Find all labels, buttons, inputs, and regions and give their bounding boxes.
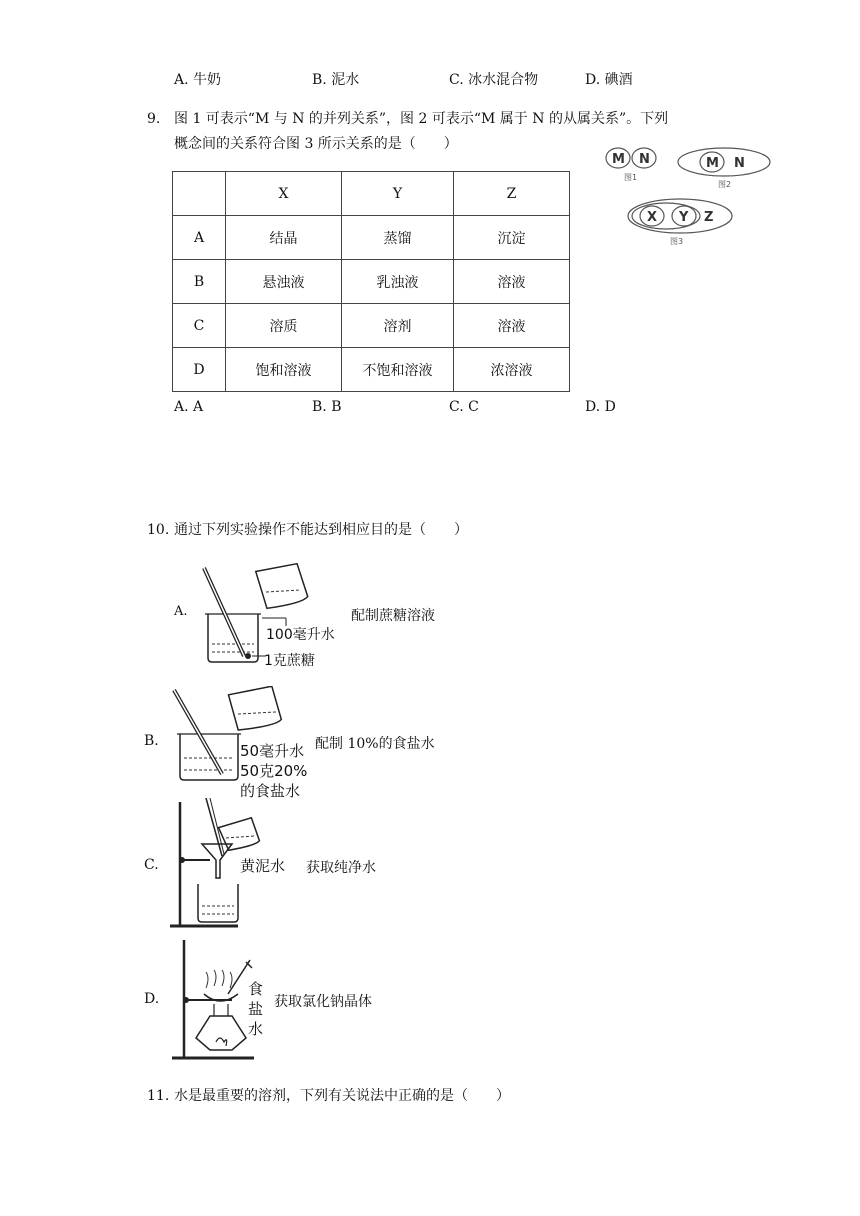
q10-option-b-purpose: 配制 10%的食盐水 xyxy=(315,736,435,752)
table-cell: 饱和溶液 xyxy=(226,348,342,392)
q9-text-line2: 概念间的关系符合图 3 所示关系的是（ ） xyxy=(174,136,458,152)
table-cell: A xyxy=(173,216,226,260)
q9-text-line1: 图 1 可表示“M 与 N 的并列关系”，图 2 可表示“M 属于 N 的从属关系”。下列 xyxy=(174,111,669,127)
table-cell: C xyxy=(173,304,226,348)
q10-text: 通过下列实验操作不能达到相应目的是（ ） xyxy=(174,522,468,538)
fig2-m: M xyxy=(706,156,719,171)
table-row xyxy=(173,304,570,348)
table-cell: 浓溶液 xyxy=(454,348,570,392)
fig1-caption: 图1 xyxy=(624,173,638,182)
table-cell: 蒸馏 xyxy=(342,216,454,260)
table-cell: D xyxy=(173,348,226,392)
table-cell: 溶剂 xyxy=(342,304,454,348)
q9-figures xyxy=(600,142,780,250)
q10-option-d-purpose: 获取氯化钠晶体 xyxy=(274,994,372,1010)
table-cell: 沉淀 xyxy=(454,216,570,260)
fig1-n: N xyxy=(639,152,650,167)
q10-option-d-letter: D. xyxy=(144,991,160,1007)
table-cell: 结晶 xyxy=(226,216,342,260)
q9-number: 9. xyxy=(147,111,161,127)
table-cell: 乳浊液 xyxy=(342,260,454,304)
label-salt-1: 食 xyxy=(248,980,264,998)
table-header-cell: Z xyxy=(454,172,570,216)
table-header-cell: Y xyxy=(342,172,454,216)
fig1-m: M xyxy=(612,152,625,167)
table-cell: 悬浊液 xyxy=(226,260,342,304)
q8-option-d: D. 碘酒 xyxy=(585,72,633,88)
table-cell: 溶液 xyxy=(454,304,570,348)
fig2-caption: 图2 xyxy=(718,180,732,189)
figure-3 xyxy=(628,199,732,246)
q10-option-c-purpose: 获取纯净水 xyxy=(306,860,376,876)
label-50g-20pct: 50克20% xyxy=(240,762,308,780)
fig3-y: Y xyxy=(679,210,689,225)
table-cell: 溶液 xyxy=(454,260,570,304)
label-1g-sugar: 1克蔗糖 xyxy=(264,653,315,669)
q9-option-b: B. B xyxy=(312,399,342,415)
fig3-x: X xyxy=(647,210,658,225)
q9-option-a: A. A xyxy=(174,399,204,415)
label-salt-2: 盐 xyxy=(248,1000,264,1018)
q8-option-a: A. 牛奶 xyxy=(174,72,222,88)
q8-option-b: B. 泥水 xyxy=(312,72,360,88)
q11-text: 水是最重要的溶剂，下列有关说法中正确的是（ ） xyxy=(174,1088,510,1104)
q10-number: 10. xyxy=(147,522,170,538)
q10-option-a-letter: A. xyxy=(174,604,188,619)
table-header-cell: X xyxy=(226,172,342,216)
q9-option-c: C. C xyxy=(449,399,479,415)
q10-option-c-letter: C. xyxy=(144,857,159,873)
label-salt-3: 水 xyxy=(248,1020,264,1038)
fig3-caption: 图3 xyxy=(670,237,684,246)
table-header-row xyxy=(173,172,570,216)
label-muddy-water: 黄泥水 xyxy=(240,857,286,875)
table-cell: 不饱和溶液 xyxy=(342,348,454,392)
table-cell: B xyxy=(173,260,226,304)
fig2-n: N xyxy=(734,156,745,171)
figure-2 xyxy=(678,148,770,189)
table-header-cell xyxy=(173,172,226,216)
table-row xyxy=(173,348,570,392)
figure-1 xyxy=(606,148,656,182)
table-row xyxy=(173,260,570,304)
q10-option-b-letter: B. xyxy=(144,733,159,749)
fig3-z: Z xyxy=(704,210,714,225)
label-100ml-water: 100毫升水 xyxy=(266,627,335,643)
q8-option-c: C. 冰水混合物 xyxy=(449,72,539,88)
q9-option-d: D. D xyxy=(585,399,616,415)
label-salt-water: 的食盐水 xyxy=(240,782,301,800)
q10-option-a-purpose: 配制蔗糖溶液 xyxy=(351,608,435,624)
table-row xyxy=(173,216,570,260)
table-cell: 溶质 xyxy=(226,304,342,348)
label-50ml-water: 50毫升水 xyxy=(240,742,305,760)
q11-number: 11. xyxy=(147,1088,170,1104)
q9-table xyxy=(172,171,570,392)
